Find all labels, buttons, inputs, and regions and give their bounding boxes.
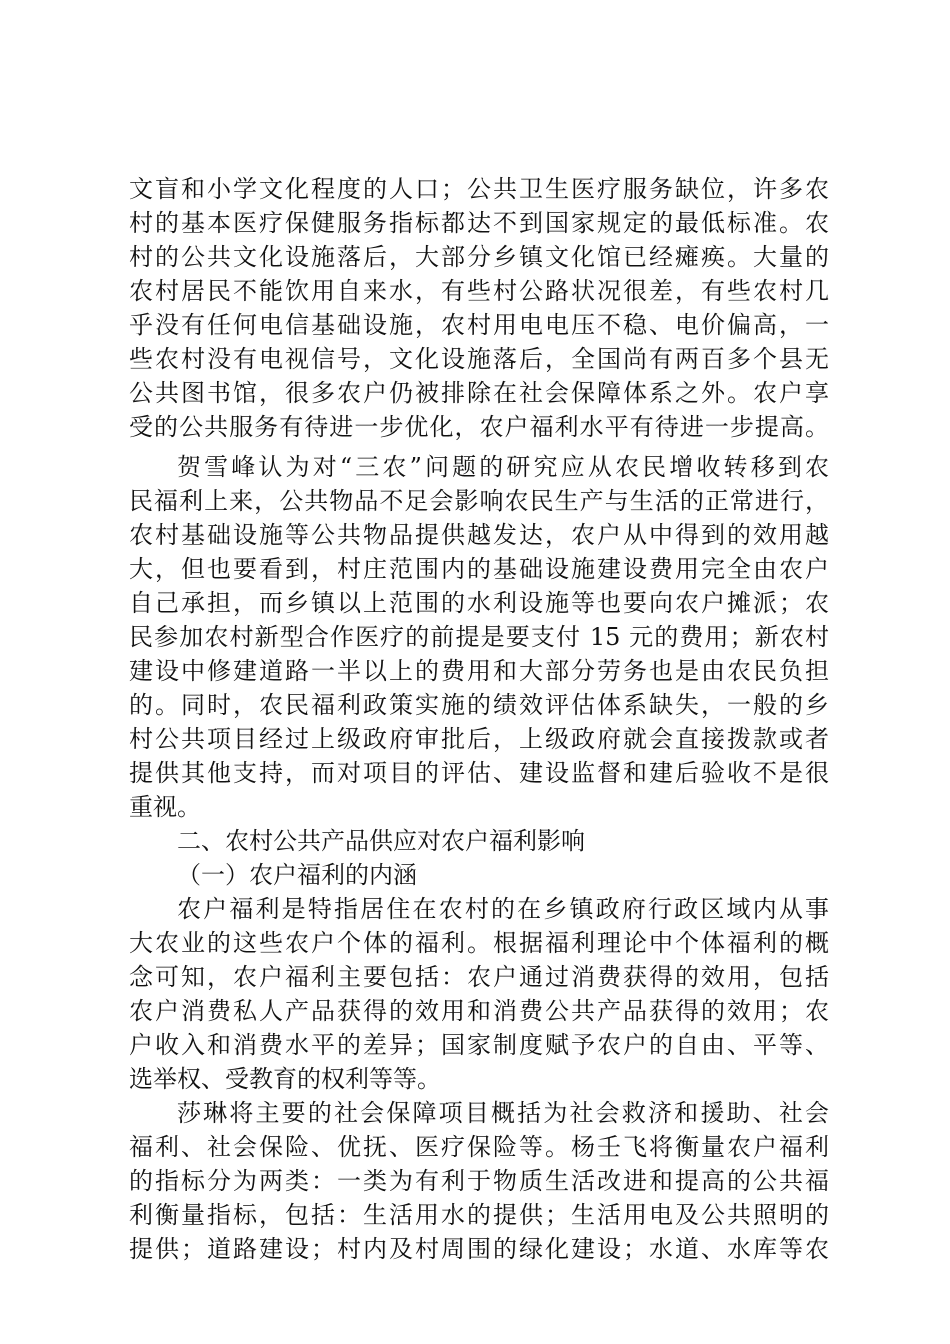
paragraph-line: 提供其他支持，而对项目的评估、建设监督和建后验收不是很 [129,759,829,787]
paragraph-line: 些农村没有电视信号，文化设施落后，全国尚有两百多个县无 [129,345,829,373]
paragraph-2 [129,450,829,824]
paragraph-line: 福利、社会保险、优抚、医疗保险等。杨壬飞将衡量农户福利 [129,1133,829,1161]
paragraph-line: 村的公共文化设施落后，大部分乡镇文化馆已经瘫痪。大量的 [129,243,829,271]
paragraph-line: 提供；道路建设；村内及村周围的绿化建设；水道、水库等农 [129,1235,829,1263]
paragraph-line: 文盲和小学文化程度的人口；公共卫生医疗服务缺位，许多农 [129,175,829,203]
paragraph-line: 户收入和消费水平的差异；国家制度赋予农户的自由、平等、 [129,1031,829,1059]
section-heading: 二、农村公共产品供应对农户福利影响 [177,827,585,855]
paragraph-line: 莎琳将主要的社会保障项目概括为社会救济和援助、社会 [177,1099,829,1127]
paragraph-line: 公共图书馆，很多农户仍被排除在社会保障体系之外。农户享 [129,379,829,407]
paragraph-line: 农户消费私人产品获得的效用和消费公共产品获得的效用；农 [129,997,829,1025]
paragraph-line: 建设中修建道路一半以上的费用和大部分劳务也是由农民负担 [129,657,829,685]
paragraph-3 [129,892,829,1096]
paragraph-line: 自己承担，而乡镇以上范围的水利设施等也要向农户摊派；农 [129,589,829,617]
paragraph-line: 利衡量指标，包括：生活用水的提供；生活用电及公共照明的 [129,1201,829,1229]
headings [129,824,829,892]
paragraph-line: 重视。 [129,793,201,821]
paragraph-line: 大，但也要看到，村庄范围内的基础设施建设费用完全由农户 [129,555,829,583]
paragraph-line: 的。同时，农民福利政策实施的绩效评估体系缺失，一般的乡 [129,691,829,719]
paragraph-line: 村的基本医疗保健服务指标都达不到国家规定的最低标准。农 [129,209,829,237]
paragraph-line: 民福利上来，公共物品不足会影响农民生产与生活的正常进行， [129,487,829,515]
paragraph-line: 选举权、受教育的权利等等。 [129,1065,441,1093]
paragraph-line: 农户福利是特指居住在农村的在乡镇政府行政区域内从事 [177,895,829,923]
paragraph-line: 念可知，农户福利主要包括：农户通过消费获得的效用，包括 [129,963,829,991]
paragraph-4 [129,1096,829,1266]
paragraph-line: 农村居民不能饮用自来水，有些村公路状况很差，有些农村几 [129,277,829,305]
subsection-heading: （一）农户福利的内涵 [177,861,417,889]
paragraph-line: 民参加农村新型合作医疗的前提是要支付 15 元的费用；新农村 [129,623,829,651]
paragraph-line: 大农业的这些农户个体的福利。根据福利理论中个体福利的概 [129,929,829,957]
paragraph-line: 乎没有任何电信基础设施，农村用电电压不稳、电价偏高，一 [129,311,829,339]
paragraph-line: 村公共项目经过上级政府审批后，上级政府就会直接拨款或者 [129,725,829,753]
paragraph-line: 贺雪峰认为对“三农”问题的研究应从农民增收转移到农 [177,453,829,481]
paragraph-line: 的指标分为两类：一类为有利于物质生活改进和提高的公共福 [129,1167,829,1195]
paragraph-1 [129,172,829,444]
paragraph-line: 受的公共服务有待进一步优化，农户福利水平有待进一步提高。 [129,413,829,441]
paragraph-line: 农村基础设施等公共物品提供越发达，农户从中得到的效用越 [129,521,829,549]
